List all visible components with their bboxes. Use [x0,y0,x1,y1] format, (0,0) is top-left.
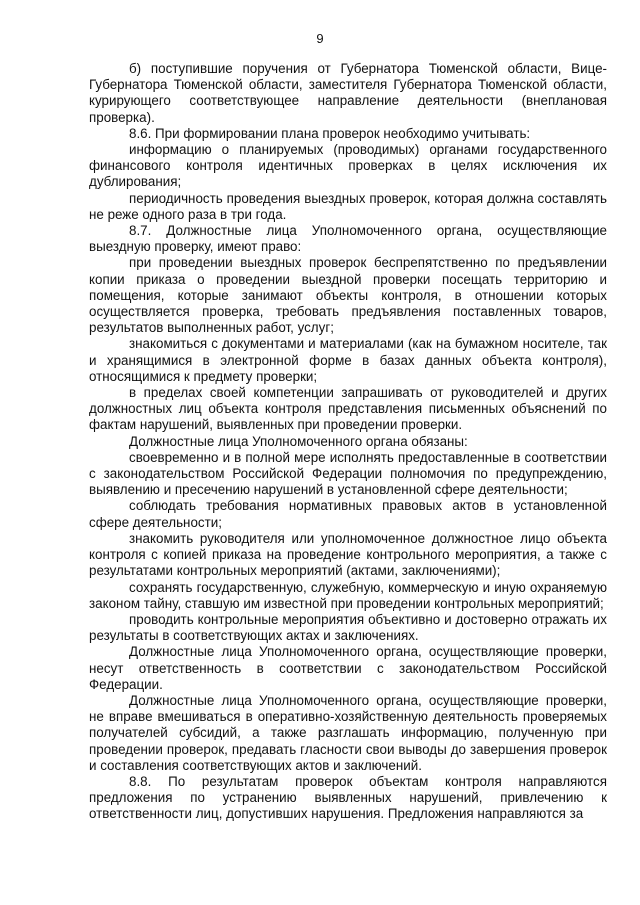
paragraph-responsibility: Должностные лица Уполномоченного органа, осуществляющие проверки, несут ответственность в соответствии с законодательством Российской Федерации. [89,644,607,692]
paragraph-right-request: в пределах своей компетенции запрашивать от руководителей и других должностных лиц объекта контроля представления письменных объяснений по фактам нарушений, выявленных при проведении проверки. [89,385,607,433]
paragraph-right-documents: знакомиться с документами и материалами (как на бумажном носителе, так и хранящимися в электронной форме в базах данных объекта контроля), относящимися к предмету проверки; [89,336,607,384]
paragraph-obligations-heading: Должностные лица Уполномоченного органа обязаны: [129,433,468,449]
paragraph-item-b-instructions: б) поступившие поручения от Губернатора Тюменской области, Вице-Губернатора Тюменской области, заместителя Губернатора Тюменской области, курирующего соответствующее направление деятельности (внеплановая проверка). [89,61,607,125]
paragraph-non-interference: Должностные лица Уполномоченного органа, осуществляющие проверки, не вправе вмешиваться в оперативно-хозяйственную деятельность проверяемых получателей субсидий, а также разглашать информацию, полученную при проведении проверок, предавать гласности свои выводы до завершения проверок и составления соответствующих актов и заключений. [89,692,607,773]
paragraph-duty-objective: проводить контрольные мероприятия объективно и достоверно отражать их результаты в соответствующих актах и заключениях. [89,611,607,644]
document-body [89,61,607,823]
paragraph-duty-execute: своевременно и в полной мере исполнять предоставленные в соответствии с законодательством Российской Федерации полномочия по предупреждению, выявлению и пресечению нарушений в установленной сфере деятельности; [89,449,607,498]
paragraph-duty-inform: знакомить руководителя или уполномоченное должностное лицо объекта контроля с копией приказа на проведение контрольного мероприятия, а также с результатами контрольных мероприятий (актами, заключениями); [89,530,607,579]
paragraph-duty-comply: соблюдать требования нормативных правовых актов в установленной сфере деятельности; [89,498,607,530]
paragraph-8-8: 8.8. По результатам проверок объектам контроля направляются предложения по устранению выявленных нарушений, привлечению к ответственности лиц, допустивших нарушения. Предложения направляются за [89,773,607,822]
paragraph-8-6: 8.6. При формировании плана проверок необходимо учитывать: [129,125,531,141]
page-number: 9 [316,31,324,46]
paragraph-8-6-periodicity: периодичность проведения выездных проверок, которая должна составлять не реже одного раза в три года. [89,190,607,222]
paragraph-right-visit: при проведении выездных проверок беспрепятственно по предъявлении копии приказа о проведении выездной проверки посещать территорию и помещения, которые занимают объекты контроля, в отношении которых осуществляется проверка, требовать предъявления поставленных товаров, результатов выполненных работ, услуг; [89,255,607,336]
paragraph-duty-secrecy: сохранять государственную, служебную, коммерческую и иную охраняемую законом тайну, ставшую им известной при проведении контрольных мероприятий; [89,579,607,611]
paragraph-8-7: 8.7. Должностные лица Уполномоченного органа, осуществляющие выездную проверку, имеют право: [89,223,607,255]
paragraph-8-6-information: информацию о планируемых (проводимых) органами государственного финансового контроля идентичных проверках в целях исключения их дублирования; [89,142,607,190]
